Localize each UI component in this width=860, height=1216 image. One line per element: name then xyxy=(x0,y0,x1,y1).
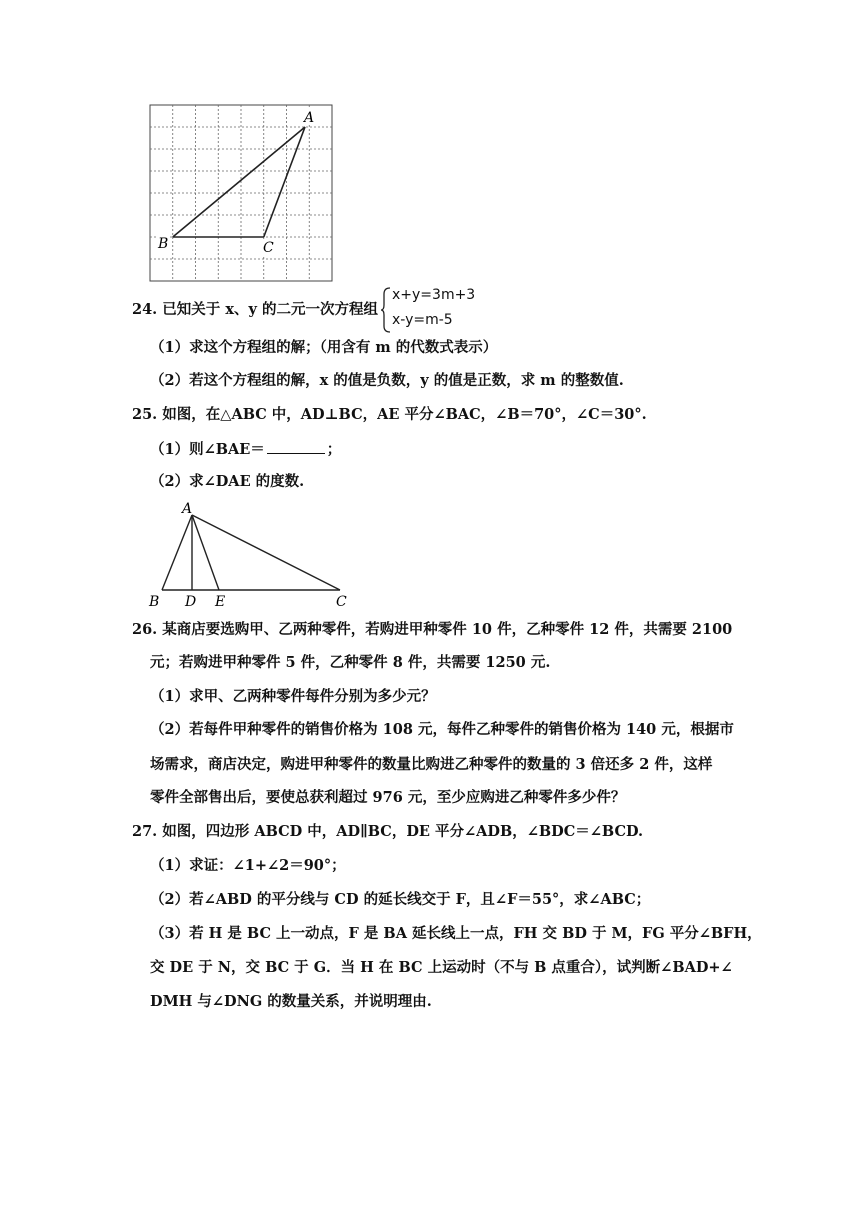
q24-part-1: （1）求这个方程组的解；（用含有 m 的代数式表示） xyxy=(150,339,498,356)
q24-part-2: （2）若这个方程组的解，x 的值是负数，y 的值是正数，求 m 的整数值. xyxy=(150,372,624,389)
q24-equation-2: x-y=m-5 xyxy=(392,312,453,328)
segment-ac xyxy=(192,515,340,590)
grid-triangle-figure xyxy=(148,103,338,285)
equation-system-brace xyxy=(380,287,392,333)
q27-part-2: （2）若∠ABD 的平分线与 CD 的延长线交于 F，且∠F＝55°，求∠ABC； xyxy=(150,891,651,908)
q27-stem-line xyxy=(132,822,643,842)
triangle-ade-figure xyxy=(144,498,354,610)
answer-blank xyxy=(267,439,325,454)
segment-ab xyxy=(162,515,192,590)
vertex-label-e: E xyxy=(215,594,226,610)
q27-stem: 如图，四边形 ABCD 中，AD∥BC，DE 平分∠ADB，∠BDC＝∠BCD. xyxy=(162,823,644,840)
vertex-label-a: A xyxy=(304,110,315,126)
vertex-label-b: B xyxy=(158,236,169,252)
q24-stem-line xyxy=(132,300,378,320)
q26-part-2-line-2: 场需求，商店决定，购进甲种零件的数量比购进乙种零件的数量的 3 倍还多 2 件，这样 xyxy=(150,756,713,773)
vertex-label-d: D xyxy=(185,594,197,610)
vertex-label-a: A xyxy=(182,501,193,517)
q24-equation-1: x+y=3m+3 xyxy=(392,287,476,303)
q25-part-1-text: （1）则∠BAE＝ xyxy=(150,441,265,458)
q25-number: 25. xyxy=(132,406,158,423)
q25-part-1-end: ； xyxy=(326,441,342,458)
q26-part-2-line-1: （2）若每件甲种零件的销售价格为 108 元，每件乙种零件的销售价格为 140 元，根据市 xyxy=(150,721,734,738)
q27-number: 27. xyxy=(132,823,158,840)
q26-stem-1: 某商店要选购甲、乙两种零件，若购进甲种零件 10 件，乙种零件 12 件，共需要 2100 xyxy=(162,621,733,638)
q25-part-2: （2）求∠DAE 的度数. xyxy=(150,473,305,490)
q25-stem: 如图，在△ABC 中，AD⊥BC，AE 平分∠BAC，∠B＝70°，∠C＝30°. xyxy=(162,406,647,423)
q24-stem: 已知关于 x、y 的二元一次方程组 xyxy=(162,301,378,318)
q27-part-3-line-1: （3）若 H 是 BC 上一动点，F 是 BA 延长线上一点，FH 交 BD 于 M，FG 平分∠BFH， xyxy=(150,925,762,942)
q26-line-2: 元；若购进甲种零件 5 件，乙种零件 8 件，共需要 1250 元. xyxy=(150,654,551,671)
q27-part-3-line-2: 交 DE 于 N，交 BC 于 G．当 H 在 BC 上运动时（不与 B 点重合），试判断∠BAD+∠ xyxy=(150,959,733,976)
q27-part-1: （1）求证：∠1+∠2＝90°； xyxy=(150,857,346,874)
vertex-label-c: C xyxy=(336,594,347,610)
q27-part-3-line-3: DMH 与∠DNG 的数量关系，并说明理由. xyxy=(150,993,432,1010)
q24-number: 24. xyxy=(132,301,158,318)
q26-part-2-line-3: 零件全部售出后，要使总获利超过 976 元，至少应购进乙种零件多少件？ xyxy=(150,789,626,806)
q26-line-1 xyxy=(132,620,732,640)
q25-stem-line xyxy=(132,405,647,425)
vertex-label-c: C xyxy=(263,240,274,256)
vertex-label-b: B xyxy=(149,594,160,610)
q26-number: 26. xyxy=(132,621,158,638)
q26-part-1: （1）求甲、乙两种零件每件分别为多少元？ xyxy=(150,688,436,705)
q25-part-1 xyxy=(150,439,341,460)
